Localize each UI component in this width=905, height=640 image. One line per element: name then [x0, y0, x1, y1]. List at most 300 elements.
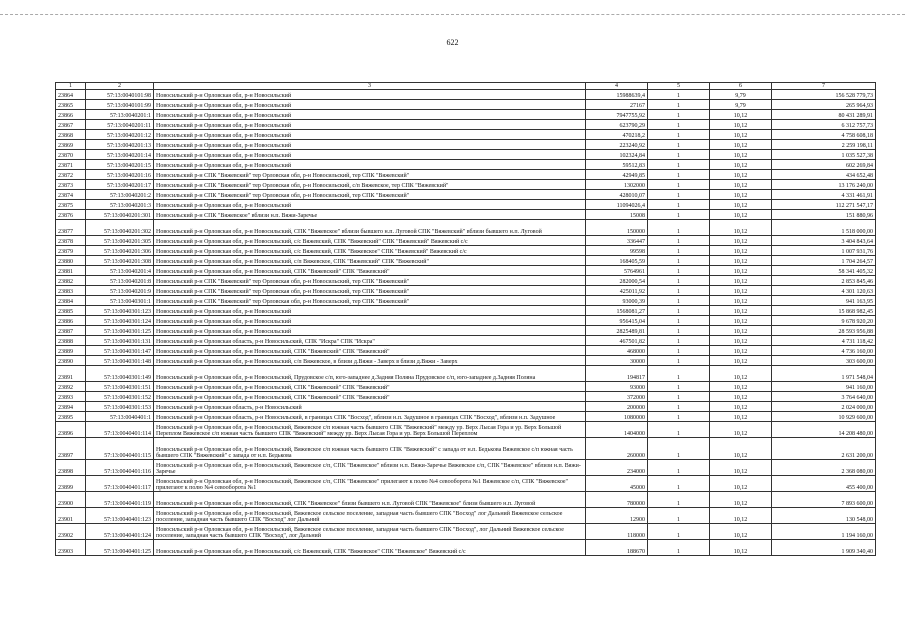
table-cell: 9,79 — [710, 90, 772, 100]
table-cell: 112 271 547,17 — [772, 200, 876, 210]
table-cell: 57:13:0040101:98 — [86, 90, 154, 100]
table-cell: 1 — [648, 256, 710, 266]
table-row — [56, 276, 876, 286]
table-cell: 57:13:0040401:123 — [86, 508, 154, 524]
table-cell: 57:13:0040401:119 — [86, 492, 154, 508]
table-cell: 57:13:0040401:114 — [86, 422, 154, 438]
table-row — [56, 476, 876, 492]
table-cell: Новосильский р-н Орловская обл, р-н Новосильский, СПК "Вяжевское" вблизи бывшего н.п. Луговой СПК "Вяжевский" вблизи бывшего н.п. Луговой — [154, 220, 586, 236]
table-cell: Новосильский р-н СПК "Вяжевский" тер Орловская обл, р-н Новосильский, тер СПК "Вяжевский" — [154, 296, 586, 306]
table-cell: 57:13:0040201:3 — [86, 200, 154, 210]
table-row — [56, 120, 876, 130]
table-row — [56, 366, 876, 382]
table-cell: 23884 — [56, 296, 86, 306]
table-cell: 1 — [648, 150, 710, 160]
table-cell: Новосильский р-н Орловская обл, р-н Новосильский, СПК "Вяжевское" близи бывшего н.п. Луговой СПК "Вяжевское" близи бывшего н.п. Луговой — [154, 492, 586, 508]
table-cell: 57:13:0040301:153 — [86, 402, 154, 412]
table-cell: 23883 — [56, 286, 86, 296]
table-cell: 23895 — [56, 412, 86, 422]
table-cell: 57:13:0040201:301 — [86, 210, 154, 220]
table-cell: 10,12 — [710, 316, 772, 326]
table-cell: 1302000 — [586, 180, 648, 190]
table-cell: 434 652,48 — [772, 170, 876, 180]
table-cell: 57:13:0040201:16 — [86, 170, 154, 180]
table-cell: 57:13:0040201:11 — [86, 120, 154, 130]
table-cell: 941 160,00 — [772, 382, 876, 392]
table-cell: 23903 — [56, 540, 86, 556]
table-cell: Новосильский р-н Орловская обл, р-н Новосильский — [154, 140, 586, 150]
table-cell: 57:13:0040201:12 — [86, 130, 154, 140]
table-row — [56, 402, 876, 412]
table-cell: 623790,29 — [586, 120, 648, 130]
table-cell: Новосильский р-н Орловская обл, р-н Новосильский — [154, 326, 586, 336]
header-cell: 6 — [710, 83, 772, 90]
table-cell: 57:13:0040201:1 — [86, 110, 154, 120]
table-cell: 23891 — [56, 366, 86, 382]
table-cell: 23871 — [56, 160, 86, 170]
table-cell: 23901 — [56, 508, 86, 524]
table-row — [56, 200, 876, 210]
table-cell: 23889 — [56, 346, 86, 356]
table-cell: 4 758 608,18 — [772, 130, 876, 140]
table-cell: 467501,82 — [586, 336, 648, 346]
table-cell: 10,12 — [710, 508, 772, 524]
table-cell: 57:13:0040301:148 — [86, 356, 154, 366]
table-cell: 10,12 — [710, 336, 772, 346]
table-cell: 1 — [648, 90, 710, 100]
table-cell: 10,12 — [710, 110, 772, 120]
table-cell: 57:13:0040201:305 — [86, 236, 154, 246]
table-cell: 23894 — [56, 402, 86, 412]
table-cell: 1 035 527,38 — [772, 150, 876, 160]
table-cell: 5764961 — [586, 266, 648, 276]
table-row — [56, 422, 876, 438]
table-cell: Новосильский р-н Орловская обл, р-н Новосильский, СПК "Вяжевский" СПК "Вяжевский" — [154, 266, 586, 276]
table-cell: Новосильский р-н Орловская обл, р-н Новосильский — [154, 90, 586, 100]
table-cell: 9 678 920,20 — [772, 316, 876, 326]
table-cell: Новосильский р-н Орловская обл, р-н Новосильский, с/с Вяжевский, СПК "Вяжевский" СПК "Вяжевский" Вяжевский с/с — [154, 236, 586, 246]
table-row — [56, 412, 876, 422]
table-cell: 1 — [648, 110, 710, 120]
table-cell: 1 — [648, 140, 710, 150]
table-body — [56, 90, 876, 556]
table-cell: 57:13:0040201:17 — [86, 180, 154, 190]
table-cell: Новосильский р-н Орловская обл, р-н Новосильский, Вяжевское с/п, СПК "Вяжевское" прилегают к полю №4 севооборота №1 Вяжевское с/п, СПК "Вяжевское" прилегают к полю №4 севооборота №1 — [154, 476, 586, 492]
table-cell: 1 — [648, 170, 710, 180]
table-row — [56, 492, 876, 508]
table-cell: 93000,39 — [586, 296, 648, 306]
table-cell: 1 — [648, 356, 710, 366]
table-cell: 28 593 956,88 — [772, 326, 876, 336]
table-cell: 10,12 — [710, 256, 772, 266]
table-cell: Новосильский р-н Орловская обл, р-н Новосильский, Вяжевское сельское поселение, западная часть бывшего СПК "Восход" лог Дальний Вяжевское сельское поселение, западная часть бывшего СПК "Восход" лог Дальний — [154, 508, 586, 524]
table-cell: 1568081,27 — [586, 306, 648, 316]
table-cell: Новосильский р-н Орловская обл, р-н Новосильский, с/с Вяжевский, СПК "Вяжевское" СПК "Вяжевский" Вяжевский с/с — [154, 246, 586, 256]
table-cell: 10,12 — [710, 180, 772, 190]
table-cell: 10,12 — [710, 286, 772, 296]
table-row — [56, 346, 876, 356]
table-cell: Новосильский р-н Орловская обл, р-н Новосильский — [154, 100, 586, 110]
table-cell: 57:13:0040301:125 — [86, 326, 154, 336]
table-cell: 23875 — [56, 200, 86, 210]
table-cell: Новосильский р-н Орловская обл, р-н Новосильский, Прудовское с/п, юго-западнее д.Задняя Поляна Прудовское с/п, юго-западнее д.Задняя Поляна — [154, 366, 586, 382]
table-cell: 1 194 160,00 — [772, 524, 876, 540]
table-cell: 372000 — [586, 392, 648, 402]
table-cell: 57:13:0040201:15 — [86, 160, 154, 170]
table-cell: 10,12 — [710, 246, 772, 256]
table-cell: 10,12 — [710, 220, 772, 236]
table-cell: 1 — [648, 180, 710, 190]
table-cell: 23870 — [56, 150, 86, 160]
table-row — [56, 296, 876, 306]
table-cell: 23890 — [56, 356, 86, 366]
table-cell: 57:13:0040201:308 — [86, 256, 154, 266]
table-cell: Новосильский р-н Орловская обл, р-н Новосильский, с/с Вяжевский, СПК "Вяжевское" СПК "Вяжевское" Вяжевский с/с — [154, 540, 586, 556]
table-cell: 57:13:0040301:149 — [86, 366, 154, 382]
table-cell: 10,12 — [710, 402, 772, 412]
table-cell: 23877 — [56, 220, 86, 236]
table-cell: 23868 — [56, 130, 86, 140]
table-cell: 15 868 982,45 — [772, 306, 876, 316]
table-cell: 57:13:0040301:147 — [86, 346, 154, 356]
table-cell: 23882 — [56, 276, 86, 286]
table-cell: 1 — [648, 336, 710, 346]
table-cell: 23902 — [56, 524, 86, 540]
table-cell: 10,12 — [710, 392, 772, 402]
table-cell: 303 600,00 — [772, 356, 876, 366]
table-cell: 234000 — [586, 460, 648, 476]
table-row — [56, 100, 876, 110]
table-cell: 1 — [648, 246, 710, 256]
table-cell: Новосильский р-н Орловская обл, р-н Новосильский, СПК "Вяжевский" СПК "Вяжевский" — [154, 392, 586, 402]
table-cell: 1 — [648, 326, 710, 336]
table-cell: 1 — [648, 286, 710, 296]
table-cell: 23878 — [56, 236, 86, 246]
table-cell: 11094026,4 — [586, 200, 648, 210]
table-cell: 10,12 — [710, 524, 772, 540]
table-cell: 57:13:0040201:306 — [86, 246, 154, 256]
table-cell: 57:13:0040301:123 — [86, 306, 154, 316]
table-row — [56, 236, 876, 246]
table-cell: Новосильский р-н Орловская обл, р-н Новосильский — [154, 160, 586, 170]
table-cell: 1 971 548,04 — [772, 366, 876, 382]
table-cell: 23893 — [56, 392, 86, 402]
table-cell: Новосильский р-н Орловская обл, р-н Новосильский, СПК "Вяжевский" СПК "Вяжевский" — [154, 346, 586, 356]
table-cell: 15988639,4 — [586, 90, 648, 100]
table-cell: 1 518 000,00 — [772, 220, 876, 236]
table-cell: 1 704 264,57 — [772, 256, 876, 266]
table-cell: 10,12 — [710, 200, 772, 210]
table-cell: 27167 — [586, 100, 648, 110]
table-row — [56, 256, 876, 266]
table-row — [56, 356, 876, 366]
table-row — [56, 306, 876, 316]
table-row — [56, 140, 876, 150]
table-cell: Новосильский р-н Орловская область, р-н Новосильский, СПК "Искра" СПК "Искра" — [154, 336, 586, 346]
table-cell: 1 — [648, 306, 710, 316]
table-cell: Новосильский р-н Орловская обл, р-н Новосильский, СПК "Вяжевский" СПК "Вяжевский" — [154, 382, 586, 392]
table-cell: 57:13:0040201:4 — [86, 266, 154, 276]
table-cell: 10,12 — [710, 160, 772, 170]
table-cell: 188670 — [586, 540, 648, 556]
header-cell: 4 — [586, 83, 648, 90]
table-cell: 23865 — [56, 100, 86, 110]
table-row — [56, 110, 876, 120]
table-row — [56, 524, 876, 540]
table-cell: 1 — [648, 346, 710, 356]
table-cell: 2 259 198,11 — [772, 140, 876, 150]
table-cell: 23873 — [56, 180, 86, 190]
table-cell: 99598 — [586, 246, 648, 256]
table-cell: 1 909 340,40 — [772, 540, 876, 556]
table-cell: 13 176 240,00 — [772, 180, 876, 190]
table-cell: 57:13:0040301:131 — [86, 336, 154, 346]
table-cell: Новосильский р-н СПК "Вяжевский" тер Орловская обл, р-н Новосильский, тер СПК "Вяжевский" — [154, 170, 586, 180]
table-cell: 260000 — [586, 438, 648, 460]
table-cell: Новосильский р-н Орловская обл, р-н Новосильский — [154, 120, 586, 130]
table-cell: 10,12 — [710, 150, 772, 160]
table-cell: 57:13:0040301:124 — [86, 316, 154, 326]
table-cell: 57:13:0040201:302 — [86, 220, 154, 236]
table-row — [56, 160, 876, 170]
table-cell: 57:13:0040301:152 — [86, 392, 154, 402]
table-cell: 223240,92 — [586, 140, 648, 150]
table-cell: Новосильский р-н Орловская обл, р-н Новосильский, Вяжевское с/п южная часть бывшего СПК "Вяжевский" с запада от н.п. Бедькова Вяжевское с/п южная часть бывшего СПК "Вяжевский" с запада от н.п. Бедькова — [154, 438, 586, 460]
table-row — [56, 170, 876, 180]
table-cell: 1 — [648, 130, 710, 140]
table-cell: 1 — [648, 366, 710, 382]
table-cell: 1 — [648, 190, 710, 200]
table-cell: 1 — [648, 382, 710, 392]
table-cell: 23867 — [56, 120, 86, 130]
table-cell: 23886 — [56, 316, 86, 326]
table-cell: 57:13:0040401:1 — [86, 412, 154, 422]
table-cell: 1 — [648, 296, 710, 306]
table-cell: 1 — [648, 540, 710, 556]
header-cell: 5 — [648, 83, 710, 90]
table-cell: 4 331 461,91 — [772, 190, 876, 200]
table-cell: Новосильский р-н Орловская обл, р-н Новосильский — [154, 150, 586, 160]
table-cell: 956415,04 — [586, 316, 648, 326]
table-cell: 14 208 480,00 — [772, 422, 876, 438]
table-cell: 10,12 — [710, 492, 772, 508]
table-cell: 2 631 200,00 — [772, 438, 876, 460]
table-cell: 602 269,84 — [772, 160, 876, 170]
table-cell: 10,12 — [710, 476, 772, 492]
table-cell: Новосильский р-н Орловская область, р-н Новосильский, в границах СПК "Восход", вблизи н.п. Задушное в границах СПК "Восход", вблизи н.п. Задушное — [154, 412, 586, 422]
table-cell: 1 — [648, 160, 710, 170]
table-cell: 6 312 757,73 — [772, 120, 876, 130]
page-number: 622 — [446, 38, 459, 47]
table-cell: 336447 — [586, 236, 648, 246]
table-cell: 10,12 — [710, 306, 772, 316]
table-row — [56, 540, 876, 556]
table-row — [56, 266, 876, 276]
table-row — [56, 130, 876, 140]
table-cell: 23887 — [56, 326, 86, 336]
table-cell: 2 024 000,00 — [772, 402, 876, 412]
table-cell: Новосильский р-н Орловская обл, р-н Новосильский — [154, 316, 586, 326]
table-cell: 23896 — [56, 422, 86, 438]
table-row — [56, 460, 876, 476]
table-cell: 194817 — [586, 366, 648, 382]
table-cell: 23864 — [56, 90, 86, 100]
table-cell: Новосильский р-н СПК "Вяжевский" тер Орловская обл, р-н Новосильский, с/п Вяжевское, тер СПК "Вяжевский" — [154, 180, 586, 190]
table-cell: 57:13:0040401:117 — [86, 476, 154, 492]
table-cell: Новосильский р-н Орловская обл, р-н Новосильский — [154, 130, 586, 140]
table-cell: 3 764 640,00 — [772, 392, 876, 402]
table-cell: 1 — [648, 460, 710, 476]
table-row — [56, 438, 876, 460]
table-cell: 1404000 — [586, 422, 648, 438]
table-cell: 130 548,00 — [772, 508, 876, 524]
table-cell: 23880 — [56, 256, 86, 266]
table-cell: 2825489,81 — [586, 326, 648, 336]
table-cell: 470218,2 — [586, 130, 648, 140]
table-cell: 7947755,92 — [586, 110, 648, 120]
table-cell: 2 853 845,46 — [772, 276, 876, 286]
table-cell: 10,12 — [710, 412, 772, 422]
table-cell: 23898 — [56, 460, 86, 476]
table-cell: 57:13:0040401:116 — [86, 460, 154, 476]
table-cell: 1 007 931,76 — [772, 246, 876, 256]
table-cell: 57:13:0040201:13 — [86, 140, 154, 150]
table-cell: 941 163,95 — [772, 296, 876, 306]
table-cell: Новосильский р-н СПК "Вяжевское" вблизи н.п. Вяжи-Заречье — [154, 210, 586, 220]
table-cell: 57:13:0040401:124 — [86, 524, 154, 540]
table-cell: 10,12 — [710, 540, 772, 556]
table-cell: 10,12 — [710, 130, 772, 140]
table-cell: 10,12 — [710, 438, 772, 460]
header-cell: 7 — [772, 83, 876, 90]
table-cell: 59512,83 — [586, 160, 648, 170]
table-cell: 10,12 — [710, 140, 772, 150]
table-cell: Новосильский р-н Орловская обл, р-н Новосильский — [154, 110, 586, 120]
table-cell: 23866 — [56, 110, 86, 120]
table-cell: 1 — [648, 438, 710, 460]
table-cell: 10,12 — [710, 120, 772, 130]
table-cell: 118000 — [586, 524, 648, 540]
table-cell: 1 — [648, 422, 710, 438]
table-row — [56, 326, 876, 336]
table-cell: 23869 — [56, 140, 86, 150]
table-cell: 10 929 600,00 — [772, 412, 876, 422]
table-cell: 3 404 843,64 — [772, 236, 876, 246]
table-cell: 57:13:0040301:151 — [86, 382, 154, 392]
table-cell: 1 — [648, 210, 710, 220]
table-cell: Новосильский р-н СПК "Вяжевский" тер Орловская обл, р-н Новосильский, тер СПК "Вяжевский" — [154, 286, 586, 296]
table-cell: 23881 — [56, 266, 86, 276]
table-cell: 57:13:0040201:8 — [86, 276, 154, 286]
table-cell: 1 — [648, 200, 710, 210]
table-cell: 1 — [648, 508, 710, 524]
table-cell: 10,12 — [710, 190, 772, 200]
table-row — [56, 286, 876, 296]
table-cell: 1 — [648, 120, 710, 130]
table-cell: 10,12 — [710, 346, 772, 356]
table-cell: 58 341 405,32 — [772, 266, 876, 276]
table-cell: Новосильский р-н Орловская обл, р-н Новосильский, Вяжевское сельское поселение, западная часть бывшего СПК "Восход", лог Дальний Вяжевское сельское поселение, западная часть бывшего СПК "Восход", лог Дальний — [154, 524, 586, 540]
table-cell: 57:13:0040201:14 — [86, 150, 154, 160]
table-cell: 57:13:0040101:99 — [86, 100, 154, 110]
table-cell: 1080000 — [586, 412, 648, 422]
table-cell: 1 — [648, 266, 710, 276]
table-cell: 57:13:0040401:125 — [86, 540, 154, 556]
table-cell: 93000 — [586, 382, 648, 392]
table-cell: 12900 — [586, 508, 648, 524]
table-cell: Новосильский р-н Орловская обл, р-н Новосильский — [154, 306, 586, 316]
table-row — [56, 190, 876, 200]
table-cell: 10,12 — [710, 356, 772, 366]
table-row — [56, 382, 876, 392]
table-cell: 30000 — [586, 356, 648, 366]
table-cell: 10,12 — [710, 266, 772, 276]
table-cell: 428010,07 — [586, 190, 648, 200]
table-cell: 9,79 — [710, 100, 772, 110]
table-cell: 15008 — [586, 210, 648, 220]
table-cell: 23892 — [56, 382, 86, 392]
table-row — [56, 336, 876, 346]
table-cell: 1 — [648, 412, 710, 422]
table-cell: 57:13:0040401:115 — [86, 438, 154, 460]
table-cell: 57:13:0040201:9 — [86, 286, 154, 296]
table-cell: 1 — [648, 220, 710, 236]
table-row — [56, 220, 876, 236]
table-cell: Новосильский р-н Орловская обл, р-н Новосильский, с/п Вяжевское, СПК "Вяжевский" СПК "Вяжевский" — [154, 256, 586, 266]
table-cell: 23872 — [56, 170, 86, 180]
table-cell: Новосильский р-н Орловская обл, р-н Новосильский, с/п Вяжевское, в близи д.Вяжи - Заверх в близи д.Вяжи - Заверх — [154, 356, 586, 366]
table-cell: Новосильский р-н СПК "Вяжевский" тер Орловская обл, р-н Новосильский, тер СПК "Вяжевский" — [154, 190, 586, 200]
table-cell: 45000 — [586, 476, 648, 492]
table-cell: 23879 — [56, 246, 86, 256]
table-cell: 10,12 — [710, 460, 772, 476]
table-row — [56, 90, 876, 100]
table-cell: 282000,54 — [586, 276, 648, 286]
table-row — [56, 392, 876, 402]
table-cell: 42949,85 — [586, 170, 648, 180]
table-cell: 1 — [648, 524, 710, 540]
table-cell: Новосильский р-н Орловская обл, р-н Новосильский, Вяжевское с/п, СПК "Вяжевское" вблизи н.п. Вяжи-Заречье Вяжевское с/п, СПК "Вяжевское" вблизи н.п. Вяжи-Заречье — [154, 460, 586, 476]
table-cell: 1 — [648, 492, 710, 508]
table-cell: 57:13:0040301:1 — [86, 296, 154, 306]
table-row — [56, 316, 876, 326]
table-cell: 1 — [648, 402, 710, 412]
table-cell: Новосильский р-н Орловская обл, р-н Новосильский — [154, 200, 586, 210]
table-cell: 10,12 — [710, 366, 772, 382]
table-cell: 23876 — [56, 210, 86, 220]
table-cell: 7 893 600,00 — [772, 492, 876, 508]
table-cell: 23897 — [56, 438, 86, 460]
table-cell: 10,12 — [710, 236, 772, 246]
table-cell: 10,12 — [710, 170, 772, 180]
table-cell: 10,12 — [710, 326, 772, 336]
table-cell: 10,12 — [710, 422, 772, 438]
header-row — [56, 83, 876, 90]
table-cell: 168405,59 — [586, 256, 648, 266]
table-cell: 425011,92 — [586, 286, 648, 296]
table-cell: 150000 — [586, 220, 648, 236]
table-cell: 780000 — [586, 492, 648, 508]
scan-edge-line — [0, 14, 905, 15]
table-cell: 102324,84 — [586, 150, 648, 160]
table-cell: 23888 — [56, 336, 86, 346]
table-cell: 1 — [648, 236, 710, 246]
header-cell: 3 — [154, 83, 586, 90]
header-cell: 2 — [86, 83, 154, 90]
table-cell: 1 — [648, 276, 710, 286]
table-cell: 1 — [648, 476, 710, 492]
table-cell: 156 528 779,73 — [772, 90, 876, 100]
